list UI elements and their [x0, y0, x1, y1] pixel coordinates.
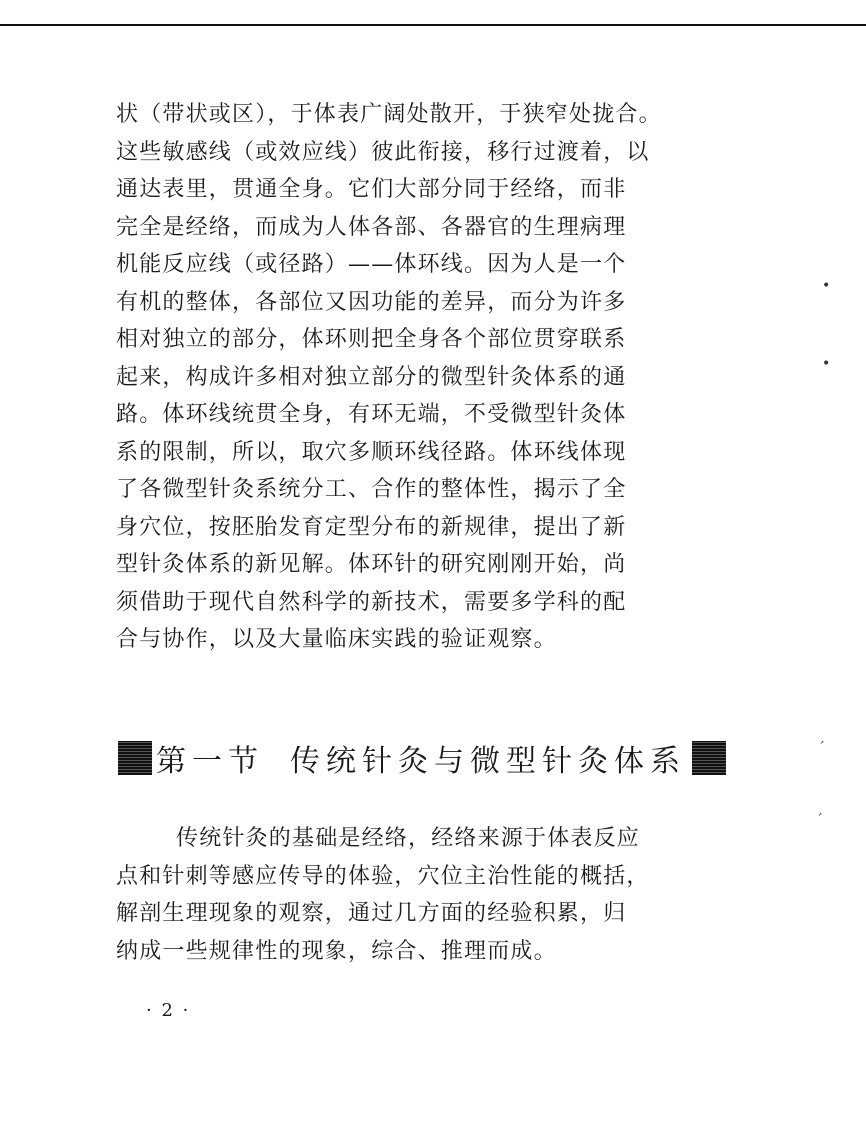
text-line: 通达表里，贯通全身。它们大部分同于经络，而非: [116, 177, 627, 202]
paragraph-2: [116, 820, 722, 970]
heading-text: [156, 736, 688, 780]
text-line: 身穴位，按胚胎发育定型分布的新规律，提出了新: [116, 514, 627, 540]
text-line: 型针灸体系的新见解。体环针的研究刚刚开始，尚: [116, 552, 627, 577]
text-line: 解剖生理现象的观察，通过几方面的经验积累，归: [116, 901, 627, 926]
section-heading: [118, 736, 726, 780]
top-rule: [0, 24, 866, 26]
text-line: 状（带状或区），于体表广阔处散开，于狭窄处拢合。: [116, 102, 662, 127]
margin-dot-icon: •: [822, 278, 831, 294]
text-line: 纳成一些规律性的现象，综合、推理而成。: [116, 938, 557, 964]
section-number: 第一节: [156, 744, 264, 779]
text-line: 了各微型针灸系统分工、合作的整体性，揭示了全: [116, 477, 627, 502]
text-line: 完全是经络，而成为人体各部、各器官的生理病理: [116, 214, 627, 240]
page-number: · 2 ·: [146, 1000, 191, 1021]
text-line: 点和针刺等感应传导的体验，穴位主治性能的概括，: [116, 863, 650, 889]
text-line: 合与协作，以及大量临床实践的验证观察。: [116, 627, 557, 652]
margin-dot-icon: •: [822, 356, 831, 372]
heading-block-left-ornament: [118, 741, 152, 775]
text-line: 这些敏感线（或效应线）彼此衔接，移行过渡着，以: [116, 139, 650, 165]
text-line: 须借助于现代自然科学的新技术，需要多学科的配: [116, 589, 627, 615]
paragraph-1: [116, 96, 722, 659]
margin-tick-icon: ˊ: [818, 740, 825, 756]
margin-tick-icon: ˊ: [816, 812, 823, 828]
text-line: 系的限制，所以，取穴多顺环线径路。体环线体现: [116, 439, 627, 465]
text-line: 机能反应线（或径路）——体环线。因为人是一个: [116, 252, 627, 277]
text-line: 有机的整体，各部位又因功能的差异，而分为许多: [116, 289, 627, 315]
text-line: 传统针灸的基础是经络，经络来源于体表反应: [176, 826, 641, 851]
text-line: 路。体环线统贯全身，有环无端，不受微型针灸体: [116, 402, 627, 427]
text-line: 相对独立的部分，体环则把全身各个部位贯穿联系: [116, 327, 627, 352]
section-title: 传统针灸与微型针灸体系: [290, 744, 686, 779]
heading-block-right-ornament: [692, 741, 726, 775]
text-line: 起来，构成许多相对独立部分的微型针灸体系的通: [116, 364, 627, 390]
